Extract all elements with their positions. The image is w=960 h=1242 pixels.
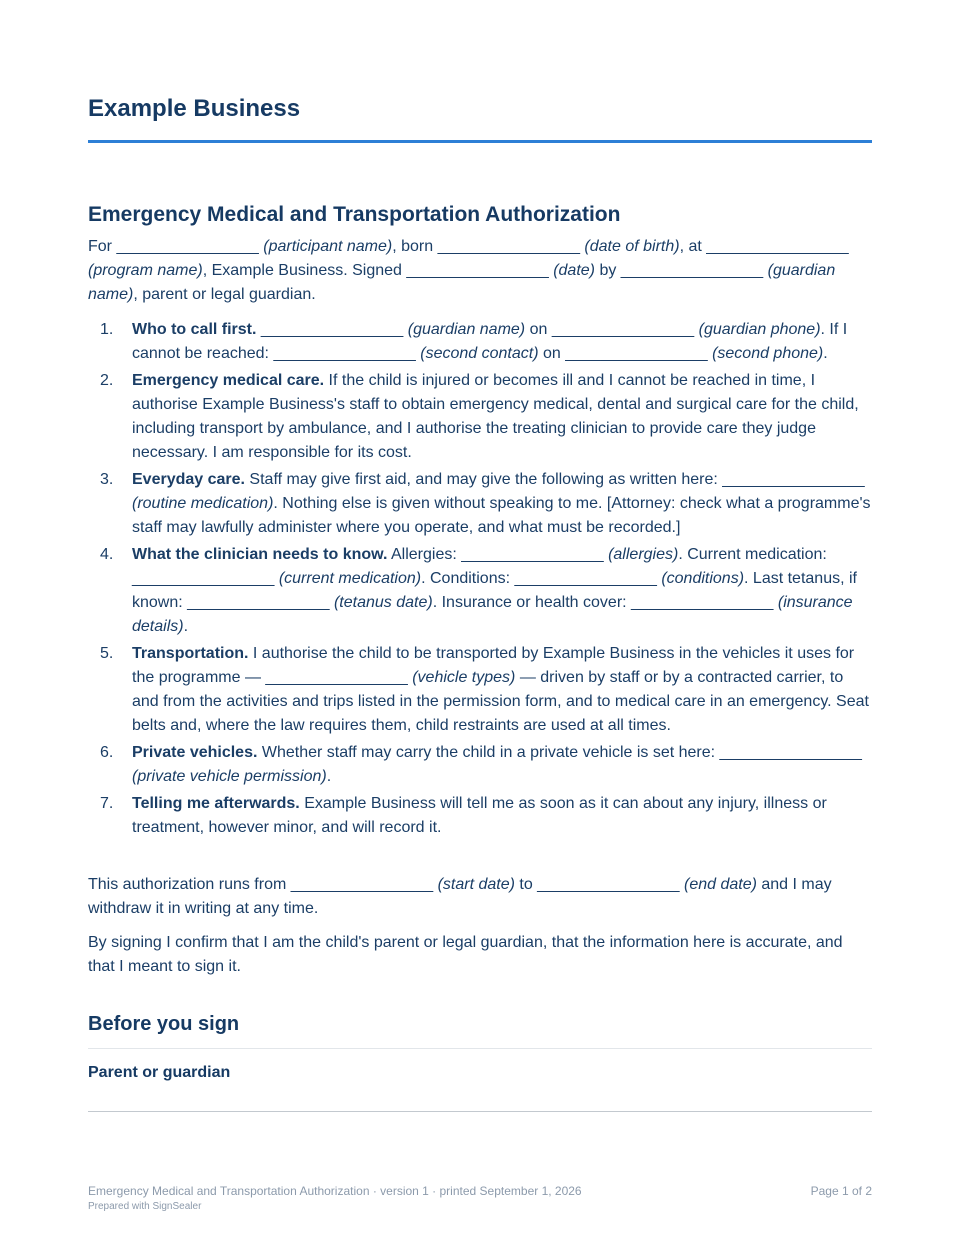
list-number: 1. <box>100 321 114 338</box>
blank-vehicle-types[interactable]: ________________ <box>265 669 408 686</box>
blank-current-medication[interactable]: ________________ <box>132 570 275 587</box>
footer-prepared-with: Prepared with SignSealer <box>88 1201 202 1212</box>
blank-date[interactable]: ________________ <box>406 262 549 279</box>
term-4 <box>88 543 872 639</box>
term-6 <box>88 741 872 789</box>
field-label: (participant name) <box>263 238 393 255</box>
term-heading: Transportation. <box>132 645 249 662</box>
field-label: (tetanus date) <box>333 594 433 611</box>
term-text: . Current medication: <box>678 546 827 563</box>
term-text: Staff may give first aid, and may give the following as written here: <box>244 471 723 488</box>
confirmation-paragraph: By signing I confirm that I am the child's parent or legal guardian, that the information here is accurate, and that I meant to sign it. <box>88 934 843 975</box>
footer-document-info: Emergency Medical and Transportation Authorization · version 1 · printed September 1, 2026 <box>88 1184 582 1198</box>
signer-label: Parent or guardian <box>88 1064 231 1081</box>
list-number: 3. <box>100 471 114 488</box>
field-label: (vehicle types) <box>412 669 516 686</box>
term-text: . Last tetanus, if known: <box>132 570 857 611</box>
blank-participant-name[interactable]: ________________ <box>116 238 259 255</box>
intro-text: , parent or legal guardian. <box>133 286 316 303</box>
list-number: 5. <box>100 645 114 662</box>
blank-second-phone[interactable]: ________________ <box>565 345 708 362</box>
field-label: (allergies) <box>608 546 679 563</box>
term-text: . Nothing else is given without speaking to me. [Attorney: check what a programme's staff may lawfully administer where you operate, and what must be recorded.] <box>132 495 871 536</box>
term-heading: Who to call first. <box>132 321 257 338</box>
business-name: Example Business <box>88 95 301 122</box>
term-text: on <box>525 321 552 338</box>
field-label: (conditions) <box>661 570 745 587</box>
terms-list <box>88 318 872 843</box>
list-number: 4. <box>100 546 114 563</box>
field-label: (start date) <box>437 876 515 893</box>
blank-tetanus-date[interactable]: ________________ <box>187 594 330 611</box>
term-text: . <box>183 618 189 635</box>
field-label: (program name) <box>88 262 203 279</box>
field-label: (current medication) <box>278 570 422 587</box>
field-label: (insurance details) <box>132 594 853 635</box>
field-label: (second contact) <box>420 345 539 362</box>
blank-guardian-name[interactable]: ________________ <box>620 262 764 279</box>
field-label: (date of birth) <box>584 238 680 255</box>
term-text: . <box>326 768 332 785</box>
section-divider <box>88 1048 872 1049</box>
term-text: on <box>538 345 566 362</box>
intro-paragraph <box>88 235 872 307</box>
duration-paragraph <box>88 873 872 921</box>
intro-text: by <box>595 262 621 279</box>
field-label: (guardian name) <box>88 262 836 303</box>
blank-insurance-details[interactable]: ________________ <box>631 594 774 611</box>
field-label: (private vehicle permission) <box>132 768 327 785</box>
term-1 <box>88 318 872 366</box>
intro-text: , at <box>679 238 707 255</box>
blank-allergies[interactable]: ________________ <box>461 546 604 563</box>
blank-program-name[interactable]: ________________ <box>706 238 849 255</box>
term-text: . Insurance or health cover: <box>432 594 632 611</box>
term-heading: What the clinician needs to know. <box>132 546 388 563</box>
closing-text: and I may withdraw it in writing at any time. <box>88 876 832 917</box>
term-text: Whether staff may carry the child in a private vehicle is set here: <box>257 744 720 761</box>
blank-private-vehicle-permission[interactable]: ________________ <box>719 744 862 761</box>
blank-guardian-phone[interactable]: ________________ <box>551 321 695 338</box>
list-number: 6. <box>100 744 114 761</box>
term-text: — driven by staff or by a contracted carrier, to and from the activities and trips listed in the permission form, and to medical care in an emergency. Seat belts and, where the law requires them, child restraints are used at all times. <box>132 669 869 734</box>
field-label: (second phone) <box>712 345 824 362</box>
field-label: (routine medication) <box>132 495 274 512</box>
intro-text: , born <box>392 238 438 255</box>
term-3 <box>88 468 872 540</box>
term-heading: Emergency medical care. <box>132 372 325 389</box>
intro-text: For <box>88 238 117 255</box>
term-text: I authorise the child to be transported by Example Business in the vehicles it uses for the programme — <box>132 645 855 686</box>
document-title: Emergency Medical and Transportation Authorization <box>88 203 621 226</box>
field-label: (end date) <box>684 876 757 893</box>
blank-conditions[interactable]: ________________ <box>514 570 657 587</box>
blank-start-date[interactable]: ________________ <box>290 876 434 893</box>
field-label: (guardian phone) <box>698 321 821 338</box>
blank-guardian-name[interactable]: ________________ <box>260 321 404 338</box>
field-label: (date) <box>553 262 595 279</box>
blank-date-of-birth[interactable]: ________________ <box>437 238 580 255</box>
blank-end-date[interactable]: ________________ <box>537 876 680 893</box>
term-2 <box>88 369 872 465</box>
term-heading: Telling me afterwards. <box>132 795 300 812</box>
signature-line[interactable] <box>88 1111 872 1112</box>
term-heading: Private vehicles. <box>132 744 258 761</box>
field-label: (guardian name) <box>407 321 526 338</box>
list-number: 7. <box>100 795 114 812</box>
signature-section-heading: Before you sign <box>88 1013 240 1035</box>
term-text: If the child is injured or becomes ill and I cannot be reached in time, I authorise Example Business's staff to obtain emergency medical, dental and surgical care for the child, including transport by ambulance, and I authorise the treating clinician to provide care they judge necessary. I am responsible for its cost. <box>132 372 859 461</box>
term-text: Allergies: <box>387 546 462 563</box>
footer-page-number: Page 1 of 2 <box>810 1184 872 1198</box>
term-text: . <box>823 345 828 362</box>
term-heading: Everyday care. <box>132 471 245 488</box>
term-7 <box>88 792 872 840</box>
closing-text: to <box>514 876 538 893</box>
intro-text: , Example Business. Signed <box>202 262 407 279</box>
closing-text: This authorization runs from <box>88 876 291 893</box>
list-number: 2. <box>100 372 114 389</box>
term-text: . If I cannot be reached: <box>132 321 848 362</box>
blank-routine-medication[interactable]: ________________ <box>722 471 865 488</box>
term-text: . Conditions: <box>421 570 515 587</box>
term-text: Example Business will tell me as soon as it can about any injury, illness or treatment, however minor, and will record it. <box>132 795 827 836</box>
blank-second-contact[interactable]: ________________ <box>273 345 416 362</box>
header-divider <box>88 140 872 143</box>
term-5 <box>88 642 872 738</box>
